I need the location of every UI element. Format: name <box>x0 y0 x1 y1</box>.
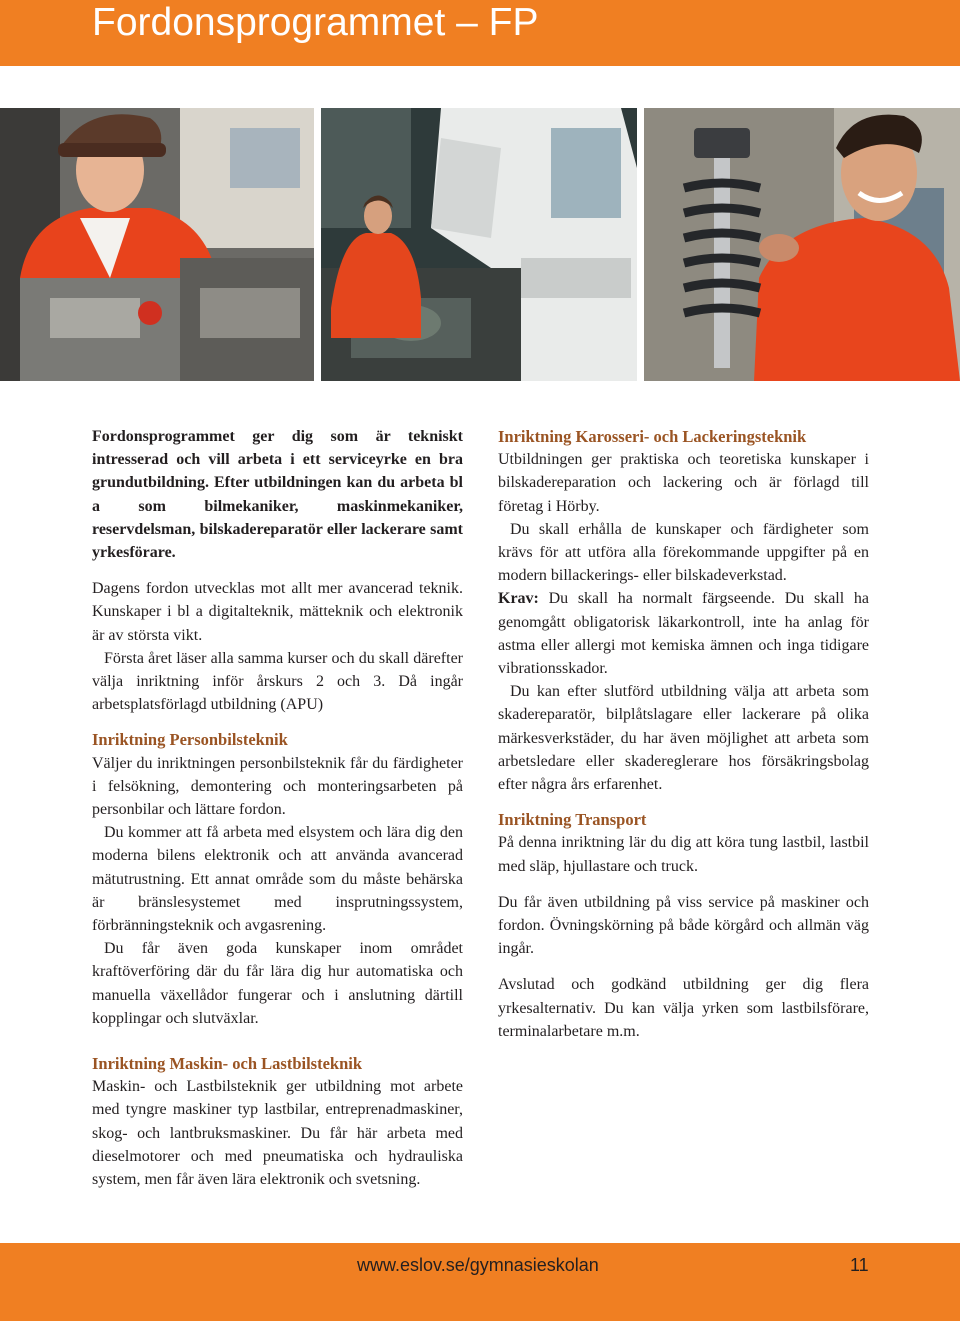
page-footer <box>0 1243 960 1321</box>
paragraph: Du kan efter slutförd utbildning välja att arbeta som skadereparatör, bilplåtslagare eller lackerare på olika märkesverkstäder, du har även möjlighet att arbeta som arbetsledare eller skadereglerare hos försäkringsbolag efter några års erfarenhet. <box>498 683 869 794</box>
left-column <box>92 425 463 1191</box>
paragraph: Du får även utbildning på viss service på maskiner och fordon. Övningskörning på både körgård och allmän väg ingår. <box>498 893 869 958</box>
paragraph: Dagens fordon utvecklas mot allt mer avancerad teknik. Kunskaper i bl a digitalteknik, mätteknik och elektronik är av största vikt. <box>92 580 463 644</box>
page-title: Fordonsprogrammet – FP <box>92 1 539 44</box>
paragraph: Utbildningen ger praktiska och teoretiska kunskaper i bilskadereparation och lackering och är förlagd till företag i Hörby. <box>498 451 869 515</box>
requirements-paragraph <box>498 587 869 680</box>
requirements-text: Du skall ha normalt färgseende. Du skall ha genomgått obligatorisk läkarkontroll, inte ha anlag för astma eller allergi mot kemiska ämnen och inga tidigare vibrationsskador. <box>498 590 869 678</box>
page-header <box>0 0 960 66</box>
paragraph: Väljer du inriktningen personbilsteknik får du färdigheter i felsökning, demontering och monteringsarbeten på personbilar och lättare fordon. <box>92 754 463 819</box>
paragraph: Du skall erhålla de kunskaper och färdigheter som krävs för att utföra alla förekommande uppgifter på en modern billackerings- eller bilskadeverkstad. <box>498 520 869 585</box>
section-heading-karosseri-lackeringsteknik: Inriktning Karosseri- och Lackeringsteknik <box>498 427 807 446</box>
paragraph: Första året läser alla samma kurser och du skall därefter välja inriktning inför årskurs 2 och 3. Då ingår arbetsplatsförlagd utbildning (APU) <box>92 649 463 714</box>
paragraph: Maskin- och Lastbilsteknik ger utbildning mot arbete med tyngre maskiner typ lastbilar, entreprenadmaskiner, skog- och lantbruksmaskiner. Du får här arbeta med dieselmotorer och med pneumatiska och hydrauliska system, men får även lära elektronik och svetsning. <box>92 1078 463 1189</box>
footer-url: www.eslov.se/gymnasieskolan <box>357 1255 599 1275</box>
section-heading-maskin-lastbilsteknik: Inriktning Maskin- och Lastbilsteknik <box>92 1054 363 1074</box>
truck-cab-workshop-photo <box>321 108 637 381</box>
paragraph: På denna inriktning lär du dig att köra tung lastbil, lastbil med släp, hjullastare och truck. <box>498 834 869 875</box>
section-heading-transport: Inriktning Transport <box>498 810 647 830</box>
section-heading-personbilsteknik: Inriktning Personbilsteknik <box>92 730 288 750</box>
page-number: 11 <box>850 1255 869 1275</box>
right-column <box>498 425 869 1043</box>
student-with-shock-absorber-photo <box>644 108 960 381</box>
paragraph: Avslutad och godkänd utbildning ger dig flera yrkesalternativ. Du kan välja yrken som lastbilsförare, terminalarbetare m.m. <box>498 976 869 1040</box>
paragraph: Du kommer att få arbeta med elsystem och lära dig den moderna bilens elektronik och att använda avancerad mätutrustning. Ett annat område som du måste behärska är bränslesystemet med insprutningssystem, förbränningsteknik och avgasrening. <box>92 824 463 935</box>
student-with-engine-photo <box>0 108 314 381</box>
requirements-label: Krav: <box>498 590 539 608</box>
paragraph: Du får även goda kunskaper inom området kraftöverföring där du får lära dig hur automatiska och manuella växellådor fungerar och i anslutning därtill kopplingar och slutväxlar. <box>92 940 463 1027</box>
intro-paragraph: Fordonsprogrammet ger dig som är tekniskt intresserad och vill arbeta i ett serviceyrke en bra grundutbildning. Efter utbildningen kan du arbeta bl a som bilmekaniker, maskinmekaniker, reservdelsman, bilskadereparatör eller lackerare samt yrkesförare. <box>92 428 463 562</box>
